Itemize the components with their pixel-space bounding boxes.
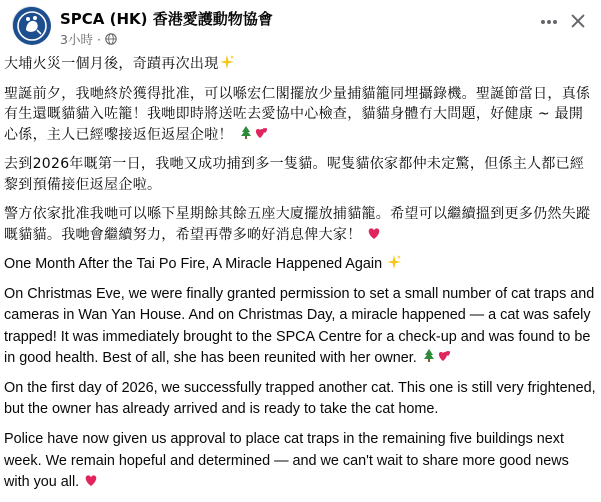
christmas-tree-emoji xyxy=(238,125,254,141)
zh-text-3: 警方依家批准我哋可以喺下星期餘其餘五座大廈擺放捕貓籠。希望可以繼續搵到更多仍然失蹤嘅貓貓。我哋會繼續努力，希望再帶多啲好消息俾大家！ xyxy=(4,206,591,243)
more-options-button[interactable] xyxy=(538,11,560,33)
zh-paragraph-1 xyxy=(4,84,596,146)
post-header xyxy=(12,5,590,49)
close-icon xyxy=(569,12,587,30)
zh-paragraph-3 xyxy=(4,204,596,245)
zh-text-1: 聖誕前夕，我哋終於獲得批准，可以喺宏仁閣擺放少量捕貓籠同埋攝錄機。聖誕節當日，真係有生還嘅貓貓入咗籠！我哋即時將送咗去愛協中心檢查，貓貓身體冇大問題，好健康 ~ 最開心係，主人已經嚟接返佢返屋企啦！ xyxy=(4,85,591,143)
globe-icon[interactable] xyxy=(105,33,117,45)
en-paragraph-3 xyxy=(4,429,596,493)
close-button[interactable] xyxy=(566,9,590,33)
en-paragraph-2 xyxy=(4,378,596,420)
post-meta xyxy=(60,30,117,48)
more-icon xyxy=(539,12,559,32)
hearts-emoji xyxy=(437,348,453,364)
hearts-emoji xyxy=(254,125,270,141)
post-timestamp[interactable]: 3小時 xyxy=(60,32,93,47)
sparkles-emoji xyxy=(219,54,235,70)
zh-text-2: 去到2026年嘅第一日，我哋又成功捕到多一隻貓。呢隻貓依家都仲未定驚，但係主人都已經黎到預備接佢返屋企啦。 xyxy=(4,156,585,193)
sparkles-emoji xyxy=(386,254,402,270)
page-name[interactable]: SPCA (HK) 香港愛護動物協會 xyxy=(60,10,273,28)
zh-title: 大埔火災一個月後，奇蹟再次出現 xyxy=(4,56,219,72)
en-title: One Month After the Tai Po Fire, A Miracle Happened Again xyxy=(4,256,383,272)
zh-paragraph-2 xyxy=(4,154,596,195)
post-body xyxy=(4,54,596,502)
en-paragraph-1 xyxy=(4,284,596,369)
en-title-paragraph xyxy=(4,254,596,275)
en-text-2: On the first day of 2026, we successfully trapped another cat. This one is still very frightened, but the owner has already arrived and is ready to take the cat home. xyxy=(4,380,596,418)
en-text-1: On Christmas Eve, we were finally granted permission to set a small number of cat traps and cameras in Wan Yan House. And on Christmas Day, a miracle happened — a cat was safely trapped! It was immediately brought to the SPCA Centre for a check-up and was found to be in good health. Best of all, she has been reunited with her owner. xyxy=(4,286,595,366)
red-heart-emoji xyxy=(366,225,382,241)
en-text-3: Police have now given us approval to place cat traps in the remaining five buildings next week. We remain hopeful and determined — and we can't wait to share more good news with you all. xyxy=(4,431,569,490)
spca-logo-avatar[interactable] xyxy=(12,6,50,44)
red-heart-emoji xyxy=(83,472,99,488)
zh-title-paragraph xyxy=(4,54,596,75)
meta-separator: · xyxy=(96,31,101,47)
christmas-tree-emoji xyxy=(421,348,437,364)
